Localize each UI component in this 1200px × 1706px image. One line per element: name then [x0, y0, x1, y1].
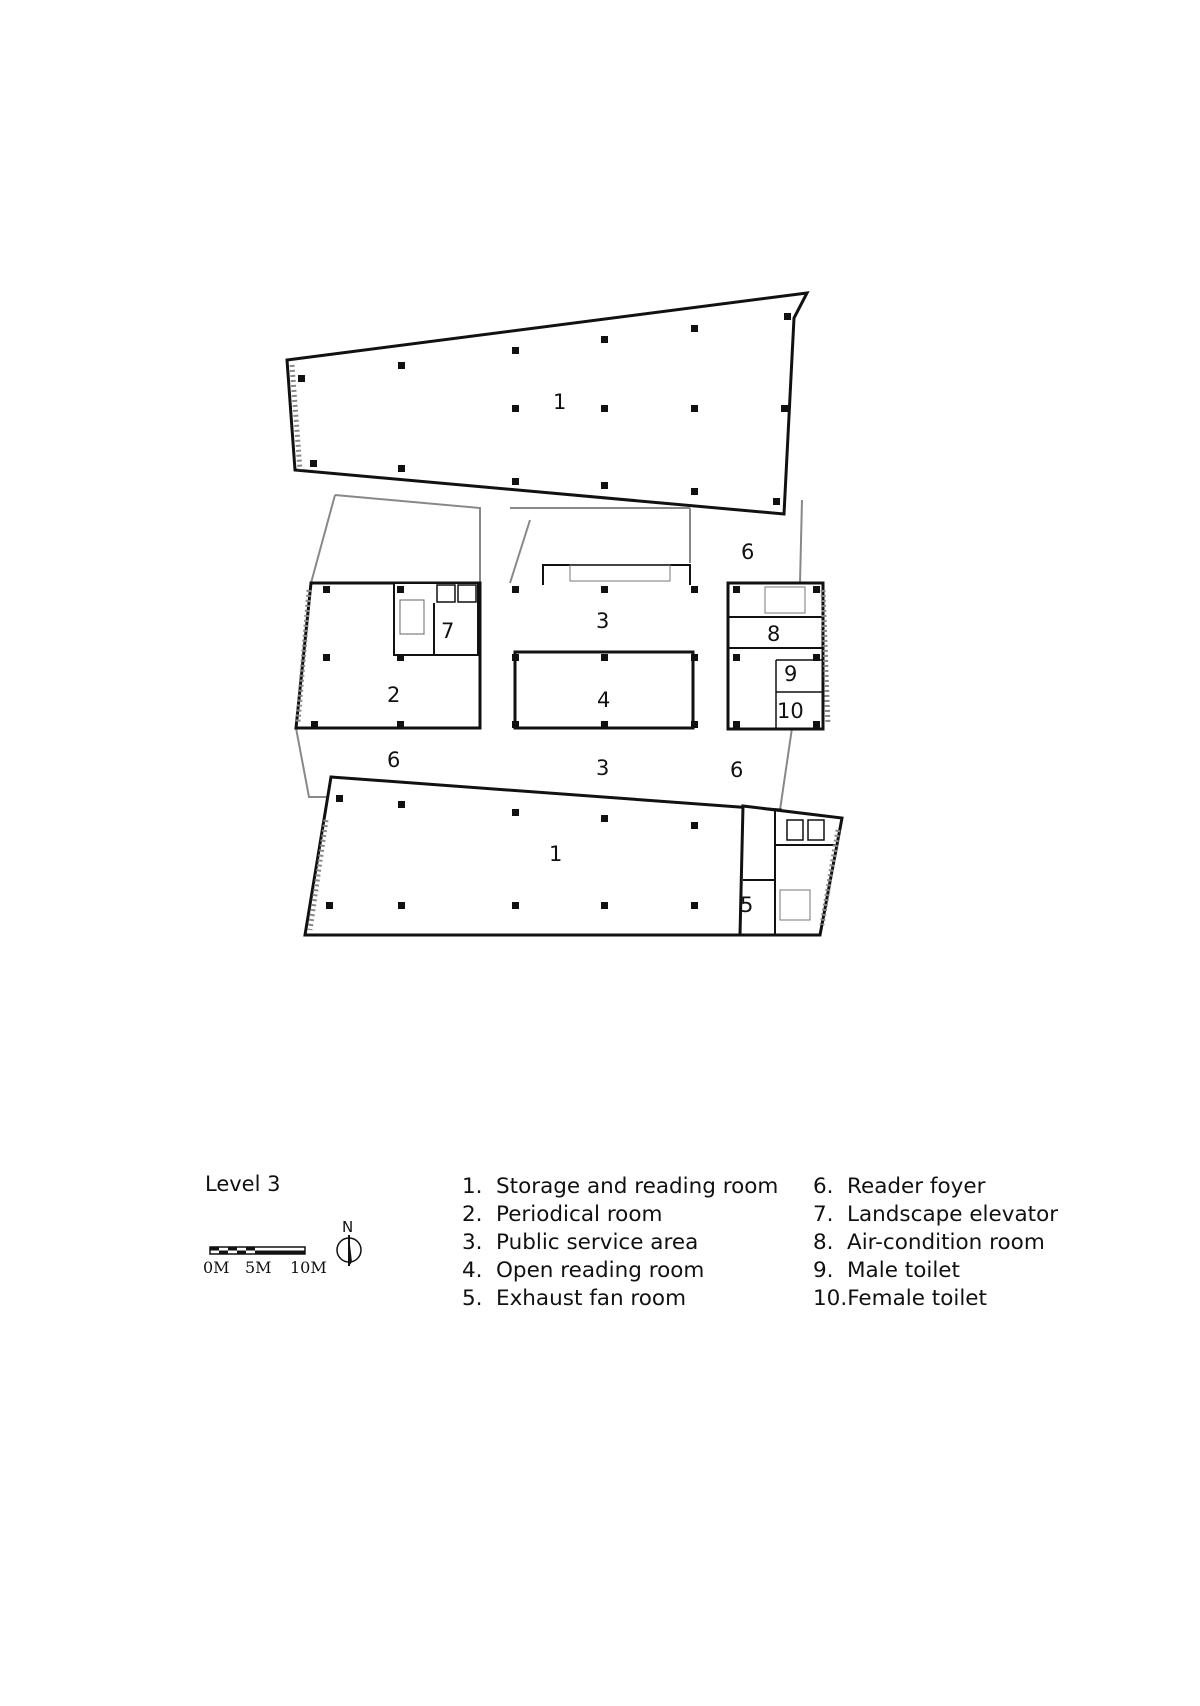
legend-item: 10.Female toilet [813, 1286, 987, 1311]
room-label-foyer-w: 6 [387, 748, 401, 772]
room-label-periodical: 2 [387, 683, 401, 707]
legend-item: 5. Exhaust fan room [462, 1286, 687, 1311]
room-label-storage-north: 1 [553, 390, 567, 414]
legend-item: 6. Reader foyer [813, 1174, 986, 1199]
room-label-storage-south: 1 [549, 842, 563, 866]
legend-item: 4. Open reading room [462, 1258, 705, 1283]
level-title: Level 3 [205, 1172, 281, 1196]
legend-item: 9. Male toilet [813, 1258, 960, 1283]
scale-label-5: 5M [245, 1258, 272, 1277]
legend-item: 8. Air-condition room [813, 1230, 1045, 1255]
storage-reading-room-north [287, 293, 807, 514]
scale-label-0: 0M [203, 1258, 230, 1277]
room-label-male-toilet: 9 [784, 662, 798, 686]
room-label-elevator: 7 [441, 619, 455, 643]
storage-reading-room-south [305, 777, 842, 935]
scale-label-10: 10M [290, 1258, 327, 1277]
room-label-exhaust: 5 [740, 893, 754, 917]
legend-item: 1. Storage and reading room [462, 1174, 779, 1199]
room-label-open-reading: 4 [597, 688, 611, 712]
north-arrow [337, 1218, 361, 1266]
room-label-aircon: 8 [767, 622, 781, 646]
north-label: N [342, 1218, 354, 1236]
room-label-service-lower: 3 [596, 756, 610, 780]
room-label-female-toilet: 10 [777, 699, 804, 723]
exhaust-fan-room [740, 806, 842, 935]
room-label-service-upper: 3 [596, 609, 610, 633]
legend-item: 3. Public service area [462, 1230, 699, 1255]
legend-item: 2. Periodical room [462, 1202, 663, 1227]
legend-column-left [462, 1173, 778, 1313]
scale-bar [203, 1247, 327, 1277]
legend-item: 7. Landscape elevator [813, 1202, 1059, 1227]
elevator-stair [394, 583, 478, 655]
room-label-foyer-ne: 6 [741, 540, 755, 564]
legend-column-right [813, 1173, 1058, 1313]
room-label-foyer-e: 6 [730, 758, 744, 782]
